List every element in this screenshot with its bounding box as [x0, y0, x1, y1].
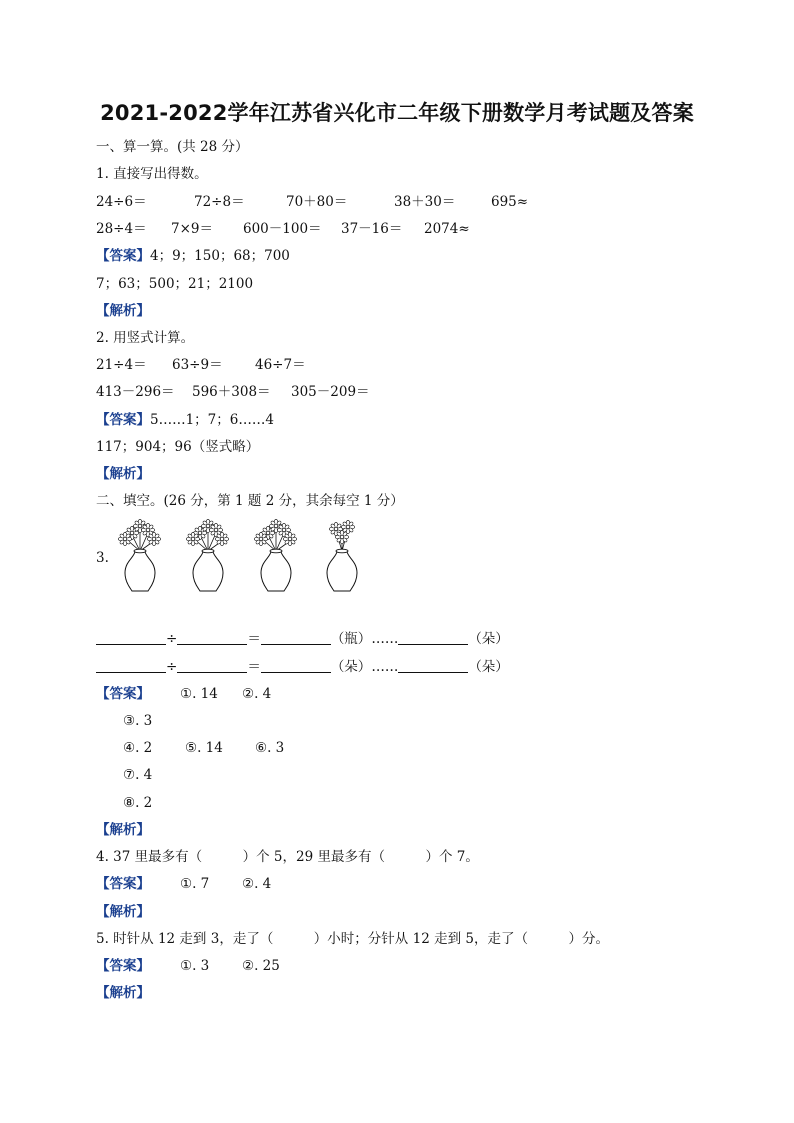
- q2-row1: [96, 356, 306, 374]
- q3-answer-3: ③. 3: [123, 713, 153, 729]
- page-title: 2021-2022学年江苏省兴化市二年级下册数学月考试题及答案: [100, 101, 694, 125]
- blank[interactable]: [398, 630, 468, 645]
- q2-r1-c3: 46÷7＝: [255, 357, 306, 373]
- q3-answer-6: ⑥. 3: [255, 740, 285, 756]
- vase-4: [327, 520, 357, 591]
- q4-answer-1: ①. 7: [180, 876, 210, 892]
- q2-r2-c3: 305－209＝: [291, 384, 370, 400]
- remainder-dots: ……: [371, 659, 399, 675]
- blank[interactable]: [177, 630, 247, 645]
- vase-2: [186, 519, 228, 591]
- blank[interactable]: [398, 658, 468, 673]
- q5-text: 5. 时针从 12 走到 3，走了（ ）小时；分针从 12 走到 5，走了（ ）分。: [96, 931, 609, 947]
- q3-answer-row3: [123, 739, 284, 757]
- eq-sign: ＝: [247, 659, 261, 675]
- q5-answer-2: ②. 25: [242, 958, 280, 974]
- div-sign: ÷: [166, 659, 178, 675]
- answer-tag: 【答案】: [96, 686, 150, 702]
- q4-text: 4. 37 里最多有（ ）个 5，29 里最多有（ ）个 7。: [96, 849, 479, 865]
- remainder-dots: ……: [371, 631, 399, 647]
- q5-answer: [96, 957, 280, 975]
- q1-r2-c3: 600－100＝: [243, 221, 322, 237]
- q4-answer-2: ②. 4: [242, 876, 272, 892]
- unit-flowers: （朵）: [468, 659, 509, 675]
- section2-heading: 二、填空。(26 分，第 1 题 2 分，其余每空 1 分）: [96, 493, 404, 509]
- q1-r1-c4: 38＋30＝: [394, 194, 456, 210]
- blank[interactable]: [261, 630, 331, 645]
- flower-vases-illustration: [118, 517, 368, 597]
- div-sign: ÷: [166, 631, 178, 647]
- unit-bottles: （瓶）: [330, 631, 372, 647]
- q1-answer-line1: 4；9；150；68；700: [150, 248, 290, 264]
- q1-row1: [96, 193, 528, 211]
- q2-row2: [96, 383, 370, 401]
- q1-label: 1. 直接写出得数。: [96, 166, 208, 182]
- q2-analysis-tag: 【解析】: [96, 466, 150, 482]
- q5-analysis-tag: 【解析】: [96, 985, 150, 1001]
- answer-tag: 【答案】: [96, 412, 150, 428]
- q4-answer: [96, 875, 271, 893]
- q1-r2-c1: 28÷4＝: [96, 221, 147, 237]
- q1-r1-c2: 72÷8＝: [194, 194, 245, 210]
- blank[interactable]: [96, 630, 166, 645]
- q2-answer: [96, 411, 274, 429]
- q3-answer-5: ⑤. 14: [185, 740, 223, 756]
- eq-sign: ＝: [247, 631, 261, 647]
- q4-analysis-tag: 【解析】: [96, 904, 150, 920]
- q2-label: 2. 用竖式计算。: [96, 330, 195, 346]
- q3-number: 3.: [96, 550, 109, 566]
- unit-flowers: （朵）: [330, 659, 372, 675]
- q2-answer-line1: 5……1；7；6……4: [150, 412, 274, 428]
- answer-tag: 【答案】: [96, 876, 150, 892]
- q1-row2: [96, 220, 470, 238]
- q2-r2-c2: 596＋308＝: [192, 384, 271, 400]
- q1-r1-c3: 70＋80＝: [286, 194, 348, 210]
- vase-3: [254, 519, 296, 591]
- q3-analysis-tag: 【解析】: [96, 822, 150, 838]
- q3-answer-row1: [96, 685, 271, 703]
- q2-answer-line2: 117；904；96（竖式略）: [96, 439, 260, 455]
- blank[interactable]: [96, 658, 166, 673]
- blank[interactable]: [177, 658, 247, 673]
- q5-answer-1: ①. 3: [180, 958, 210, 974]
- q3-answer-1: ①. 14: [180, 686, 218, 702]
- q3-equation-1: [96, 630, 509, 648]
- q1-analysis-tag: 【解析】: [96, 303, 150, 319]
- unit-flowers: （朵）: [468, 631, 509, 647]
- q3-answer-2: ②. 4: [242, 686, 272, 702]
- vase-1: [118, 519, 160, 591]
- answer-tag: 【答案】: [96, 958, 150, 974]
- q2-r1-c1: 21÷4＝: [96, 357, 147, 373]
- blank[interactable]: [261, 658, 331, 673]
- q1-answer: [96, 247, 290, 265]
- q1-r2-c5: 2074≈: [424, 221, 470, 237]
- q1-r2-c2: 7×9＝: [171, 221, 213, 237]
- section1-heading: 一、算一算。(共 28 分）: [96, 139, 249, 155]
- q2-r2-c1: 413－296＝: [96, 384, 175, 400]
- q1-r2-c4: 37－16＝: [341, 221, 403, 237]
- answer-tag: 【答案】: [96, 248, 150, 264]
- q1-r1-c1: 24÷6＝: [96, 194, 147, 210]
- q3-answer-7: ⑦. 4: [123, 767, 153, 783]
- q3-equation-2: [96, 658, 509, 676]
- q3-answer-4: ④. 2: [123, 740, 153, 756]
- q2-r1-c2: 63÷9＝: [172, 357, 223, 373]
- q1-r1-c5: 695≈: [491, 194, 529, 210]
- q1-answer-line2: 7；63；500；21；2100: [96, 276, 254, 292]
- q3-answer-8: ⑧. 2: [123, 795, 153, 811]
